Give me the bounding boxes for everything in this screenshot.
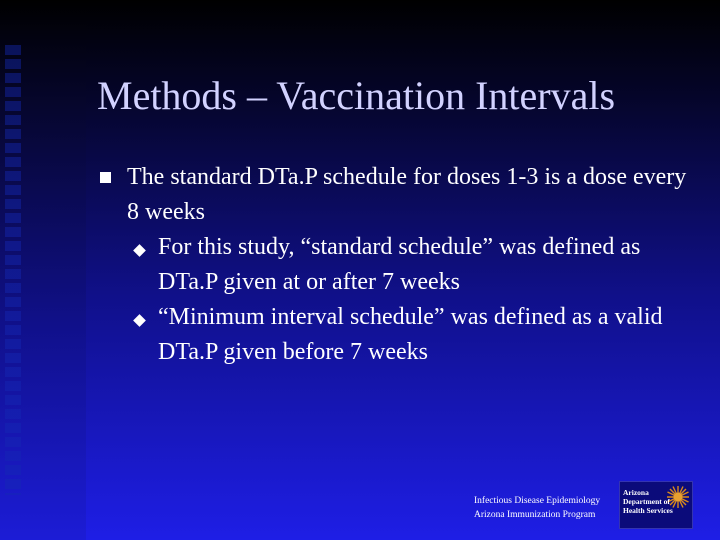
diamond-bullet-icon — [133, 244, 146, 257]
square-bullet-icon — [100, 172, 111, 183]
slide-title: Methods – Vaccination Intervals — [97, 73, 616, 118]
decorative-square-column — [5, 45, 21, 495]
sub-bullet-text: For this study, “standard schedule” was defined as DTa.P given at or after 7 weeks — [158, 234, 641, 295]
diamond-bullet-icon — [133, 314, 146, 327]
adhs-logo — [619, 481, 693, 529]
sub-bullet-item — [100, 230, 700, 300]
bullet-text: The standard DTa.P schedule for doses 1-3 is a dose every 8 weeks — [127, 164, 687, 225]
footer-attribution — [474, 494, 624, 522]
logo-line-1: Arizona — [623, 488, 649, 497]
bullet-item — [100, 160, 700, 230]
footer-line-1: Infectious Disease Epidemiology — [474, 496, 601, 506]
sub-bullet-text: “Minimum interval schedule” was defined as a valid DTa.P given before 7 weeks — [158, 304, 663, 365]
sub-bullet-item — [100, 300, 700, 370]
logo-line-2: Department of — [623, 497, 670, 506]
left-decorative-bar — [0, 0, 86, 540]
logo-text — [623, 488, 683, 515]
footer-line-2: Arizona Immunization Program — [474, 510, 596, 520]
logo-line-3: Health Services — [623, 506, 673, 515]
bullet-list — [100, 160, 700, 370]
